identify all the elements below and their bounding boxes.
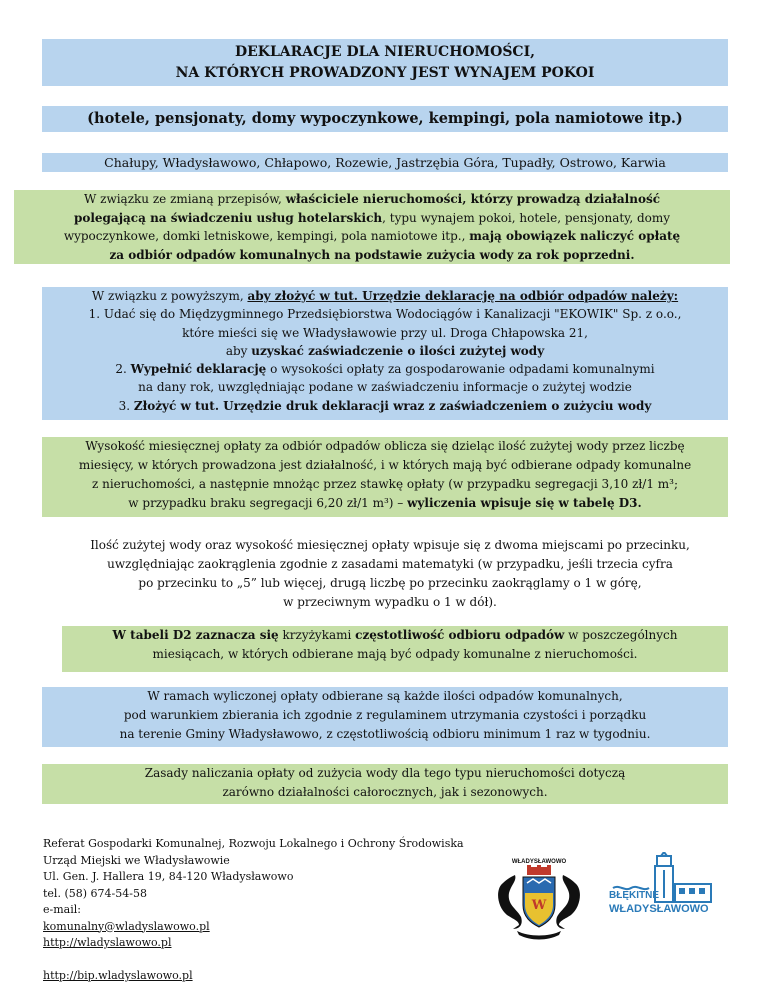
website-link[interactable]: http://wladyslawowo.pl [43, 936, 172, 949]
brand-logo [605, 852, 717, 922]
step-1: 1. Udać się do Międzygminnego Przedsiębiorstwa Wodociągów i Kanalizacji "EKOWIK" Sp. z o.o., [88, 307, 682, 322]
subtitle: (hotele, pensjonaty, domy wypoczynkowe, kempingi, pola namiotowe itp.) [42, 106, 728, 132]
collection-paragraph: W ramach wyliczonej opłaty odbierane są każde ilości odpadów komunalnych, pod warunkiem zbierania ich zgodnie z regulaminem utrzymania czystości i porządku na terenie Gminy Władysławowo, z częstotliwością odbioru minimum 1 raz w tygodniu. [42, 687, 728, 747]
fee-calculation-paragraph: Wysokość miesięcznej opłaty za odbiór odpadów oblicza się dzieląc ilość zużytej wody przez liczbę miesięcy, w których prowadzona jest działalność, i w których mają być odbierane odpady komunalne z nieruchomości, a następnie mnożąc przez stawkę opłaty (w przypadku segregacji 3,10 zł/1 m³; w przypadku braku segregacji 6,20 zł/1 m³) – wyliczenia wpisuje się w tabelę D3. [42, 437, 728, 517]
rounding-paragraph: Ilość zużytej wody oraz wysokość miesięcznej opłaty wpisuje się z dwoma miejscami po przecinku, uwzględniając zaokrąglenia zgodnie z zasadami matematyki (w przypadku, jeśli trzecia cyfra po przecinku to „5” lub więcej, drugą liczbę po przecinku zaokrąglamy o 1 w górę, w przeciwnym wypadku o 1 w dół). [90, 538, 690, 609]
svg-text:W: W [531, 898, 547, 913]
title-line-2: NA KTÓRYCH PROWADZONY JEST WYNAJEM POKOI [175, 65, 595, 81]
svg-text:WŁADYSŁAWOWO: WŁADYSŁAWOWO [609, 903, 709, 915]
svg-text:WŁADYSŁAWOWO: WŁADYSŁAWOWO [511, 859, 567, 865]
title-line-1: DEKLARACJE DLA NIERUCHOMOŚCI, [234, 44, 535, 60]
notice-paragraph: W związku ze zmianą przepisów, właściciele nieruchomości, którzy prowadzą działalność polegającą na świadczeniu usług hotelarskich, typu wynajem pokoi, hotele, pensjonaty, domy wypoczynkowe, domki letniskowe, kempingi, pola namiotowe itp., mają obowiązek naliczyć opłatę za odbiór odpadów komunalnych na podstawie zużycia wody za rok poprzedni. [14, 190, 730, 264]
svg-text:BŁĘKITNE: BŁĘKITNE [609, 890, 659, 901]
page-title [42, 39, 728, 86]
seasonal-paragraph: Zasady naliczania opłaty od zużycia wody dla tego typu nieruchomości dotyczą zarówno działalności całorocznych, jak i sezonowych. [42, 764, 728, 804]
contact-footer: Referat Gospodarki Komunalnej, Rozwoju Lokalnego i Ochrony Środowiska Urząd Miejski we Władysławowie Ul. Gen. J. Hallera 19, 84-120 Władysławowo tel. (58) 674-54-58 e-mail: komunalny@wladyslawowo.pl http://wladyslawowo.pl http://bip.wladyslawowo.pl [43, 836, 464, 985]
steps-paragraph: W związku z powyższym, aby złożyć w tut. Urzędzie deklarację na odbiór odpadów należy: 1. Udać się do Międzygminnego Przedsiębiorstwa Wodociągów i Kanalizacji "EKOWIK" Sp. z o.o., które mieści się we Władysławowie przy ul. Droga Chłapowska 21, aby uzyskać zaświadczenie o ilości zużytej wody 2. Wypełnić deklarację o wysokości opłaty za gospodarowanie odpadami komunalnymi na dany rok, uwzględniając podane w zaświadczeniu informacje o zużytej wodzie 3. Złożyć w tut. Urzędzie druk deklaracji wraz z zaświadczeniem o zużyciu wody [42, 287, 728, 420]
step-3: 3. Złożyć w tut. Urzędzie druk deklaracji wraz z zaświadczeniem o zużyciu wody [118, 398, 652, 413]
table-d2-paragraph: W tabeli D2 zaznacza się krzyżykami częstotliwość odbioru odpadów w poszczególnych miesiącach, w których odbierane mają być odpady komunalne z nieruchomości. [62, 626, 728, 672]
email-link[interactable]: komunalny@wladyslawowo.pl [43, 919, 210, 933]
bip-link[interactable]: http://bip.wladyslawowo.pl [43, 969, 193, 982]
towns-list: Chałupy, Władysławowo, Chłapowo, Rozewie, Jastrzębia Góra, Tupadły, Ostrowo, Karwia [42, 153, 728, 172]
step-2: 2. Wypełnić deklarację o wysokości opłaty za gospodarowanie odpadami komunalnymi [115, 362, 655, 377]
coat-of-arms-logo [493, 855, 585, 945]
